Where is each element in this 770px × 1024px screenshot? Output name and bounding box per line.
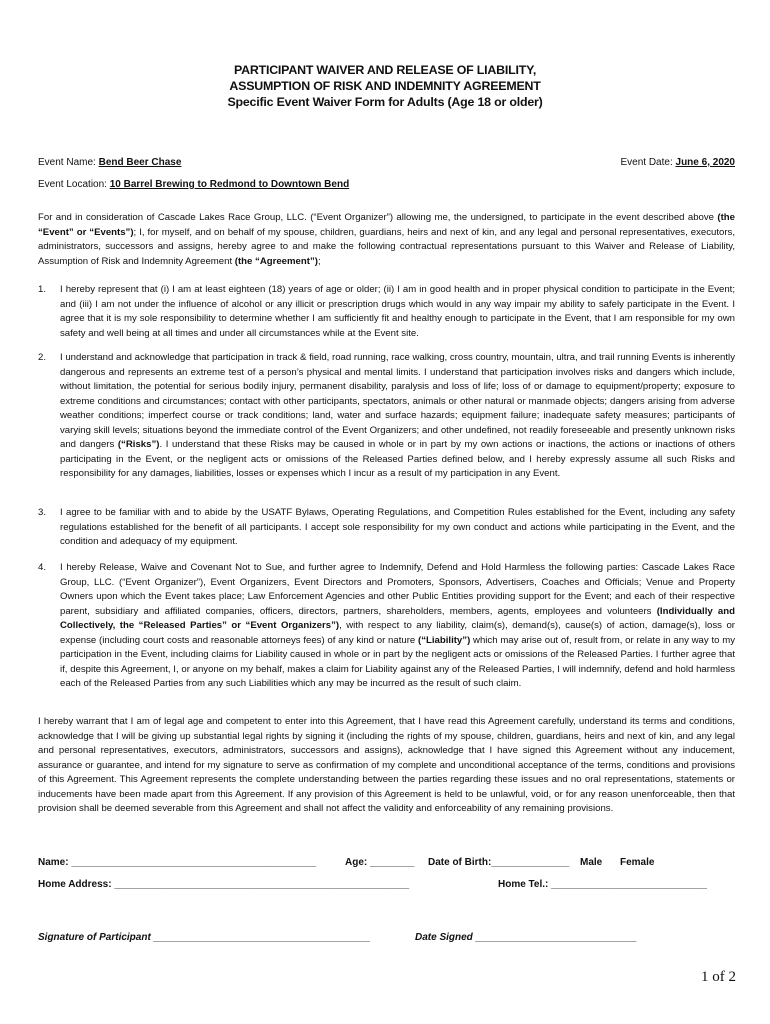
event-location-row (38, 178, 349, 191)
clause-3 (38, 506, 735, 550)
warranty-paragraph: I hereby warrant that I am of legal age and competent to enter into this Agreement, that I have read this Agreement carefully, understand its terms and conditions, acknowledge that I will be giving up substantial legal rights by signing it (including the rights of my spouse, children, guardians, heirs and next of kin, and any legal and personal representatives, executors, administrators, successors and assigns), acknowledge that I have signed this Agreement without any inducement, assurance or guarantee, and intend for my signature to serve as confirmation of my complete and unconditional acceptance of the terms, conditions and provisions of this Agreement. This Agreement represents the complete understanding between the parties regarding these issues and no oral representations, statements or inducements have been made apart from this Agreement. If any provision of this Agreement is held to be unlawful, void, or for any reason unenforceable, then that provision shall be deemed severable from this Agreement and shall not affect the validity and enforceability of any remaining provisions. (38, 716, 735, 814)
clause-2 (38, 351, 735, 482)
clause-2-risks: (“Risks”) (117, 439, 160, 450)
clause-4-text-c: , with respect to any liability, claim(s), demand(s), cause(s) of action, damage(s), loss or expense (including court costs and reasonable attorneys fees) of any kind or nature (60, 620, 736, 646)
intro-text-e: ; (317, 255, 321, 267)
home-tel-field[interactable]: Home Tel.: ____________________________ (498, 879, 707, 890)
clause-number: 1. (38, 284, 47, 295)
age-field[interactable]: Age: ________ (345, 857, 415, 868)
male-option[interactable]: Male (580, 857, 603, 868)
clause-2-text-c: . I understand that these Risks may be caused in whole or in part by my own actions or inactions, the actions or inactions of others participating in the Event, or the negligent acts or omissions of the Released Parties defined below, and I hereby expressly assume all such Risks and responsibility for any damages, liabilities, losses or expenses which I incur as a result of my participation in any Event. (60, 439, 735, 479)
document-title (0, 62, 770, 110)
clause-number: 4. (38, 562, 47, 573)
event-location-value: 10 Barrel Brewing to Redmond to Downtown Bend (109, 179, 350, 190)
clause-4-liability: (“Liability”) (418, 634, 471, 646)
clause-text: I agree to be familiar with and to abide by the USATF Bylaws, Operating Regulations, and Competition Rules established for the Event, including any safety regulations established for the benefit of all participants. I accept sole responsibility for my own conduct and actions while participating in the Event, and the condition and adequacy of my equipment. (60, 507, 735, 547)
clause-text (60, 351, 735, 482)
intro-text-c: ; I, for myself, and on behalf of my spouse, children, guardians, heirs and next of kin, and any legal and personal representatives, executors, administrators, successors and assigns, hereby agree to and make the following contractual representations pursuant to this Waiver and Release of Liability, Assumption of Risk and Indemnity Agreement (38, 226, 735, 267)
clause-4-text-a: I hereby Release, Waive and Covenant Not to Sue, and further agree to Indemnify, Defend and Hold Harmless the following parties: Cascade Lakes Race Group, LLC. (“Event Organizer”), Event Organizers, Event Directors and Promoters, Sponsors, Advertisers, Coaches and Officials; Venue and Property Owners upon which the Event takes place; Law Enforcement Agencies and other Public Entities providing support for the Event; and each of their respective parent, subsidiary and affiliated companies, officers, directors, partners, shareholders, members, agents, employees and volunteers (60, 562, 735, 617)
signature-label: Signature of Participant _______________________________________ (38, 932, 371, 943)
home-address-field[interactable]: Home Address: _____________________________________________________ (38, 879, 410, 890)
name-field[interactable]: Name: ____________________________________________ (38, 857, 317, 868)
clause-text: I hereby represent that (i) I am at least eighteen (18) years of age or older; (ii) I am in good health and in proper physical condition to participate in the Event; and (iii) I am not under the influence of alcohol or any illicit or prescription drugs which would in any way impair my ability to safely participate in the Event. I agree that it is my sole responsibility to determine whether I am sufficiently fit and healthy enough to participate in the Event, that I am responsible for my own safety and well being at all times and under all circumstances while at the Event site. (60, 284, 735, 339)
clause-4-released-parties: (Individually and Collectively, the “Released Parties” or “Event Organizers”) (60, 605, 735, 631)
clause-4-text-e: which may arise out of, result from, or relate in any way to my participation in the Event, including claims for Liability caused in whole or in part by the negligent acts or omissions of the Released Parties. I further agree that if, despite this Agreement, I, or anyone on my behalf, makes a claim for Liability against any of the Released Parties, I will indemnify, defend and hold harmless each of the Released Parties from any such Liabilities which any may be incurred as the result of such claim. (60, 634, 735, 689)
event-date-row (620, 156, 735, 169)
date-of-birth-field[interactable]: Date of Birth:______________ (428, 857, 570, 868)
title-line-1: PARTICIPANT WAIVER AND RELEASE OF LIABILITY, (233, 63, 537, 77)
clause-2-text-a: I understand and acknowledge that participation in track & field, road running, race walking, cross country, mountain, ultra, and trail running Events is inherently dangerous and represents an extreme test of a person’s physical and mental limits. I understand that participation involves risks and dangers which include, without limitation, the potential for serious bodily injury, permanent disability, paralysis and loss of life; loss of or damage to equipment/property; exposure to extreme conditions and circumstances; contact with other participants, spectators, animals or other natural or manmade objects; dangers arising from adverse weather conditions; imperfect course or track conditions; land, water and surface hazards; equipment failure; inadequate safety measures; participants of varying skill levels; situations beyond the immediate control of the Event Organizers; and other undefined, not readily foreseeable and presently unknown risks and dangers (60, 352, 735, 450)
event-name-value: Bend Beer Chase (98, 157, 182, 168)
intro-text-b: (the “Event” or “Events”) (38, 212, 735, 238)
title-line-3: Specific Event Waiver Form for Adults (Age 18 or older) (227, 95, 543, 109)
event-name-row (38, 156, 181, 169)
intro-text-d: (the “Agreement”) (234, 255, 318, 267)
event-date-label: Event Date: (620, 157, 676, 168)
clause-4 (38, 561, 735, 692)
intro-text-a: For and in consideration of Cascade Lakes Race Group, LLC. (“Event Organizer”) allowing me, the undersigned, to participate in the event described above (38, 212, 718, 223)
clause-number: 3. (38, 507, 47, 518)
page-number: 1 of 2 (701, 969, 736, 985)
clause-1 (38, 283, 735, 341)
date-signed-field[interactable] (415, 931, 637, 944)
signature-field[interactable] (38, 931, 370, 944)
clause-number: 2. (38, 352, 47, 363)
date-signed-label: Date Signed _____________________________ (415, 932, 637, 943)
event-location-label: Event Location: (38, 179, 110, 190)
event-date-value: June 6, 2020 (675, 157, 735, 168)
clause-text (60, 561, 735, 692)
intro-paragraph (38, 211, 735, 269)
title-line-2: ASSUMPTION OF RISK AND INDEMNITY AGREEMENT (229, 79, 541, 93)
event-name-label: Event Name: (38, 157, 99, 168)
female-option[interactable]: Female (620, 857, 655, 868)
